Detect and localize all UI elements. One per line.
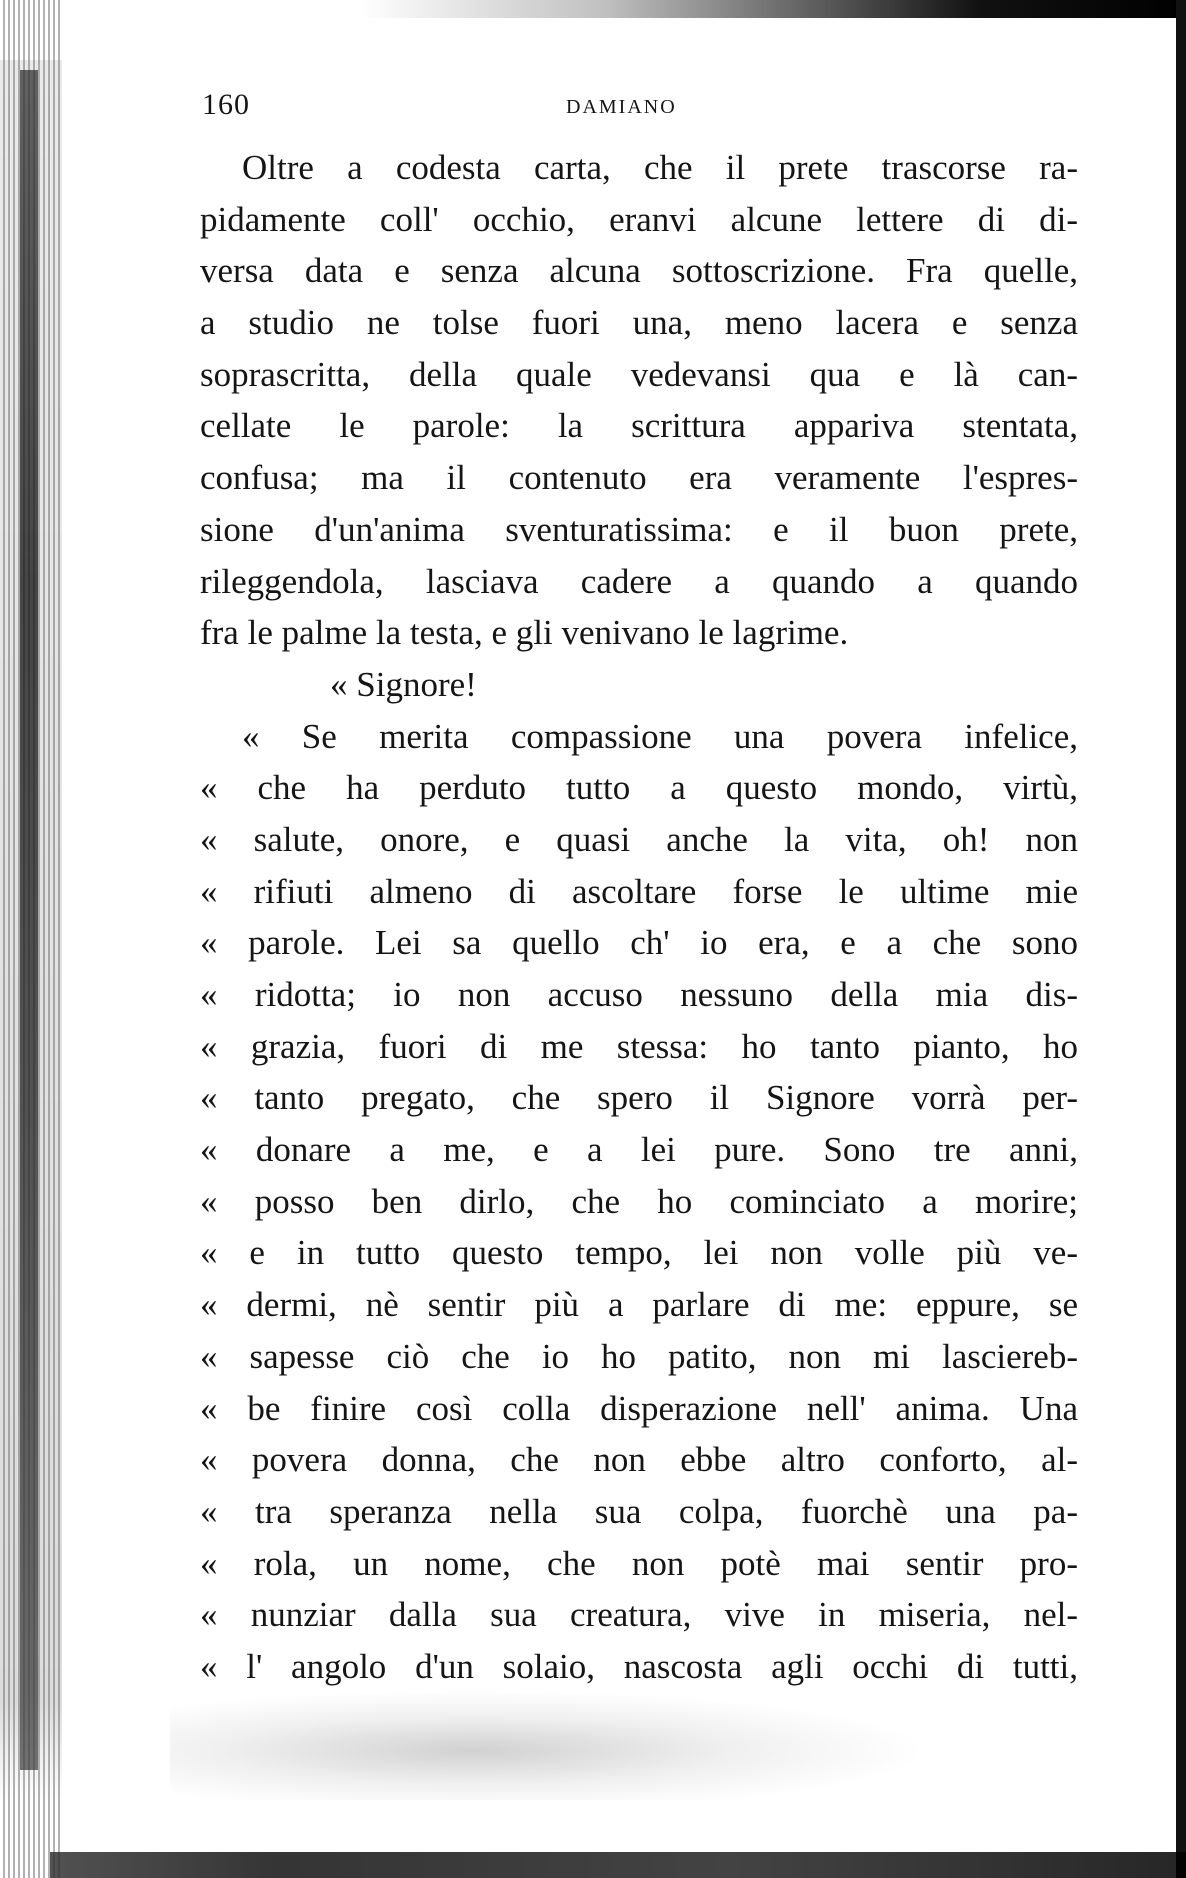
letter-line: « tanto pregato, che spero il Signore vorrà per- — [200, 1078, 1078, 1118]
scan-bottom-edge — [50, 1852, 1186, 1878]
scan-right-edge — [1176, 0, 1186, 1878]
letter-line: « Se merita compassione una povera infelice, — [242, 716, 1078, 756]
letter-line: « grazia, fuori di me stessa: ho tanto pianto, ho — [200, 1026, 1078, 1066]
text-line: pidamente coll' occhio, eranvi alcune lettere di di- — [200, 199, 1078, 239]
letter-line: « be finire così colla disperazione nell' anima. Una — [200, 1388, 1078, 1428]
page-header — [0, 88, 1186, 128]
text-line: confusa; ma il contenuto era veramente l'espres- — [200, 458, 1078, 498]
letter-line: « salute, onore, e quasi anche la vita, oh! non — [200, 819, 1078, 859]
text-line: soprascritta, della quale vedevansi qua e là can- — [200, 354, 1078, 394]
text-line: a studio ne tolse fuori una, meno lacera e senza — [200, 303, 1078, 343]
text-line: sione d'un'anima sventuratissima: e il buon prete, — [200, 509, 1078, 549]
letter-line: « l' angolo d'un solaio, nascosta agli occhi di tutti, — [200, 1646, 1078, 1686]
running-title: DAMIANO — [566, 96, 677, 118]
letter-line: « ridotta; io non accuso nessuno della mia dis- — [200, 975, 1078, 1014]
letter-line: « rola, un nome, che non potè mai sentir pro- — [200, 1543, 1078, 1583]
text-line: Oltre a codesta carta, che il prete trascorse ra- — [242, 148, 1078, 187]
text-line: fra le palme la testa, e gli venivano le lagrime. — [200, 613, 849, 653]
ink-smudge — [170, 1690, 930, 1800]
letter-line: « che ha perduto tutto a questo mondo, virtù, — [200, 768, 1078, 808]
letter-line: « e in tutto questo tempo, lei non volle più ve- — [200, 1233, 1078, 1273]
letter-line: « parole. Lei sa quello ch' io era, e a che sono — [200, 923, 1078, 963]
letter-line: « nunziar dalla sua creatura, vive in miseria, nel- — [200, 1595, 1078, 1635]
body-text — [200, 142, 1078, 1693]
page-number: 160 — [202, 88, 250, 121]
letter-line: « dermi, nè sentir più a parlare di me: eppure, se — [200, 1285, 1078, 1325]
letter-line: « tra speranza nella sua colpa, fuorchè una pa- — [200, 1491, 1078, 1531]
letter-salutation: « Signore! — [330, 664, 477, 704]
letter-line: « posso ben dirlo, che ho cominciato a morire; — [200, 1181, 1078, 1221]
letter-line: « povera donna, che non ebbe altro conforto, al- — [200, 1440, 1078, 1480]
letter-line: « donare a me, e a lei pure. Sono tre anni, — [200, 1130, 1078, 1170]
scan-top-edge — [360, 0, 1186, 18]
text-line: versa data e senza alcuna sottoscrizione. Fra quelle, — [200, 251, 1078, 291]
letter-line: « rifiuti almeno di ascoltare forse le ultime mie — [200, 871, 1078, 911]
text-line: rileggendola, lasciava cadere a quando a quando — [200, 561, 1078, 601]
letter-line: « sapesse ciò che io ho patito, non mi lasciereb- — [200, 1336, 1078, 1376]
text-line: cellate le parole: la scrittura appariva stentata, — [200, 406, 1078, 446]
book-binding-shadow — [20, 70, 38, 1770]
